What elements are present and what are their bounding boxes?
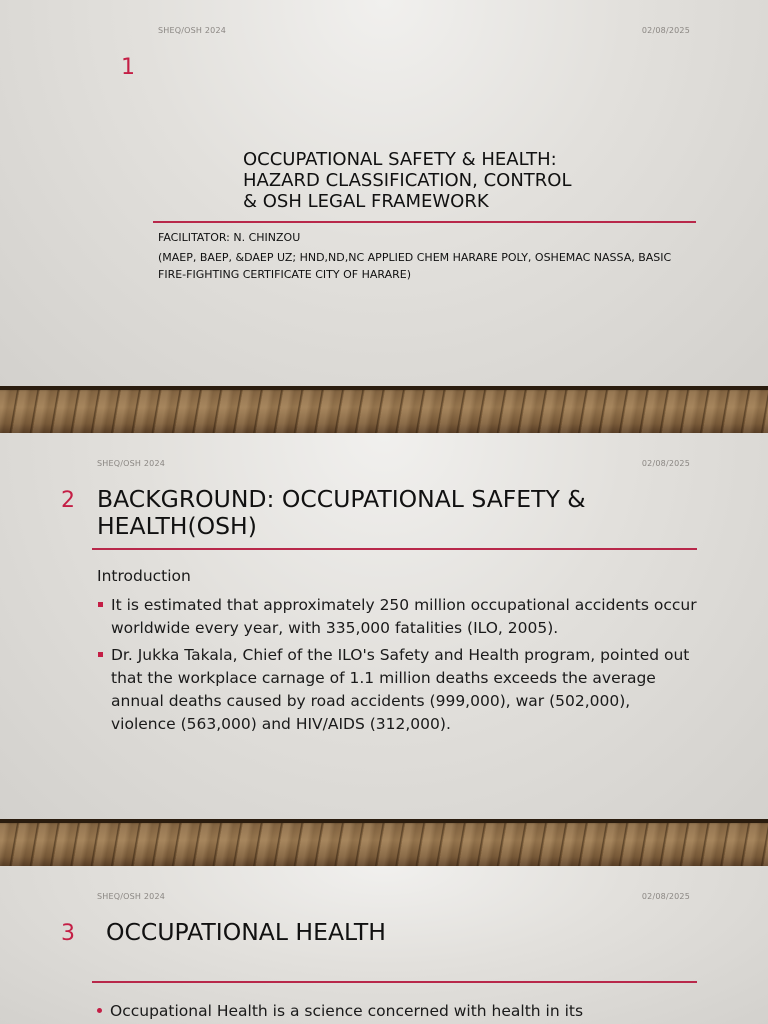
title-divider <box>92 981 697 983</box>
wood-floor-divider <box>0 819 768 866</box>
slide-date: 02/08/2025 <box>641 26 690 35</box>
title-line: HAZARD CLASSIFICATION, CONTROL <box>243 170 572 191</box>
slide-date: 02/08/2025 <box>641 459 690 468</box>
slide-title <box>243 149 572 212</box>
slide-3 <box>0 866 768 1024</box>
list-item: Dr. Jukka Takala, Chief of the ILO's Safety and Health program, pointed out that the workplace carnage of 1.1 million deaths exceeds the average annual deaths caused by road accidents (999,000), war (502,000), violence (563,000) and HIV/AIDS (312,000). <box>97 644 697 736</box>
slide-number: 1 <box>121 55 135 80</box>
slide-number: 2 <box>61 488 75 513</box>
slide-number: 3 <box>61 921 75 946</box>
wood-floor-divider <box>0 386 768 433</box>
title-line: & OSH LEGAL FRAMEWORK <box>243 191 489 212</box>
slide-footer-text: SHEQ/OSH 2024 <box>97 892 166 901</box>
slide-title: OCCUPATIONAL HEALTH <box>106 918 386 946</box>
bullet-list <box>97 594 697 740</box>
slide-footer-text: SHEQ/OSH 2024 <box>97 459 166 468</box>
slide-date: 02/08/2025 <box>641 892 690 901</box>
slide-1 <box>0 0 768 386</box>
credentials-text: (MAEP, BAEP, &DAEP UZ; HND,ND,NC APPLIED CHEM HARARE POLY, OSHEMAC NASSA, BASIC FIRE-FIGHTING CERTIFICATE CITY OF HARARE) <box>158 251 672 281</box>
title-divider <box>153 221 696 223</box>
title-divider <box>92 548 697 550</box>
facilitator-text: FACILITATOR: N. CHINZOU <box>158 231 301 244</box>
slide-title: BACKGROUND: OCCUPATIONAL SAFETY & HEALTH(OSH) <box>97 485 586 540</box>
slide-2 <box>0 433 768 819</box>
slide-footer-text: SHEQ/OSH 2024 <box>158 26 227 35</box>
list-item: It is estimated that approximately 250 million occupational accidents occur worldwide every year, with 335,000 fatalities (ILO, 2005). <box>97 594 697 640</box>
bullet-list <box>96 1000 696 1024</box>
title-line: OCCUPATIONAL SAFETY & HEALTH: <box>243 149 557 170</box>
intro-heading: Introduction <box>97 567 191 585</box>
list-item: Occupational Health is a science concerned with health in its <box>96 1000 696 1023</box>
